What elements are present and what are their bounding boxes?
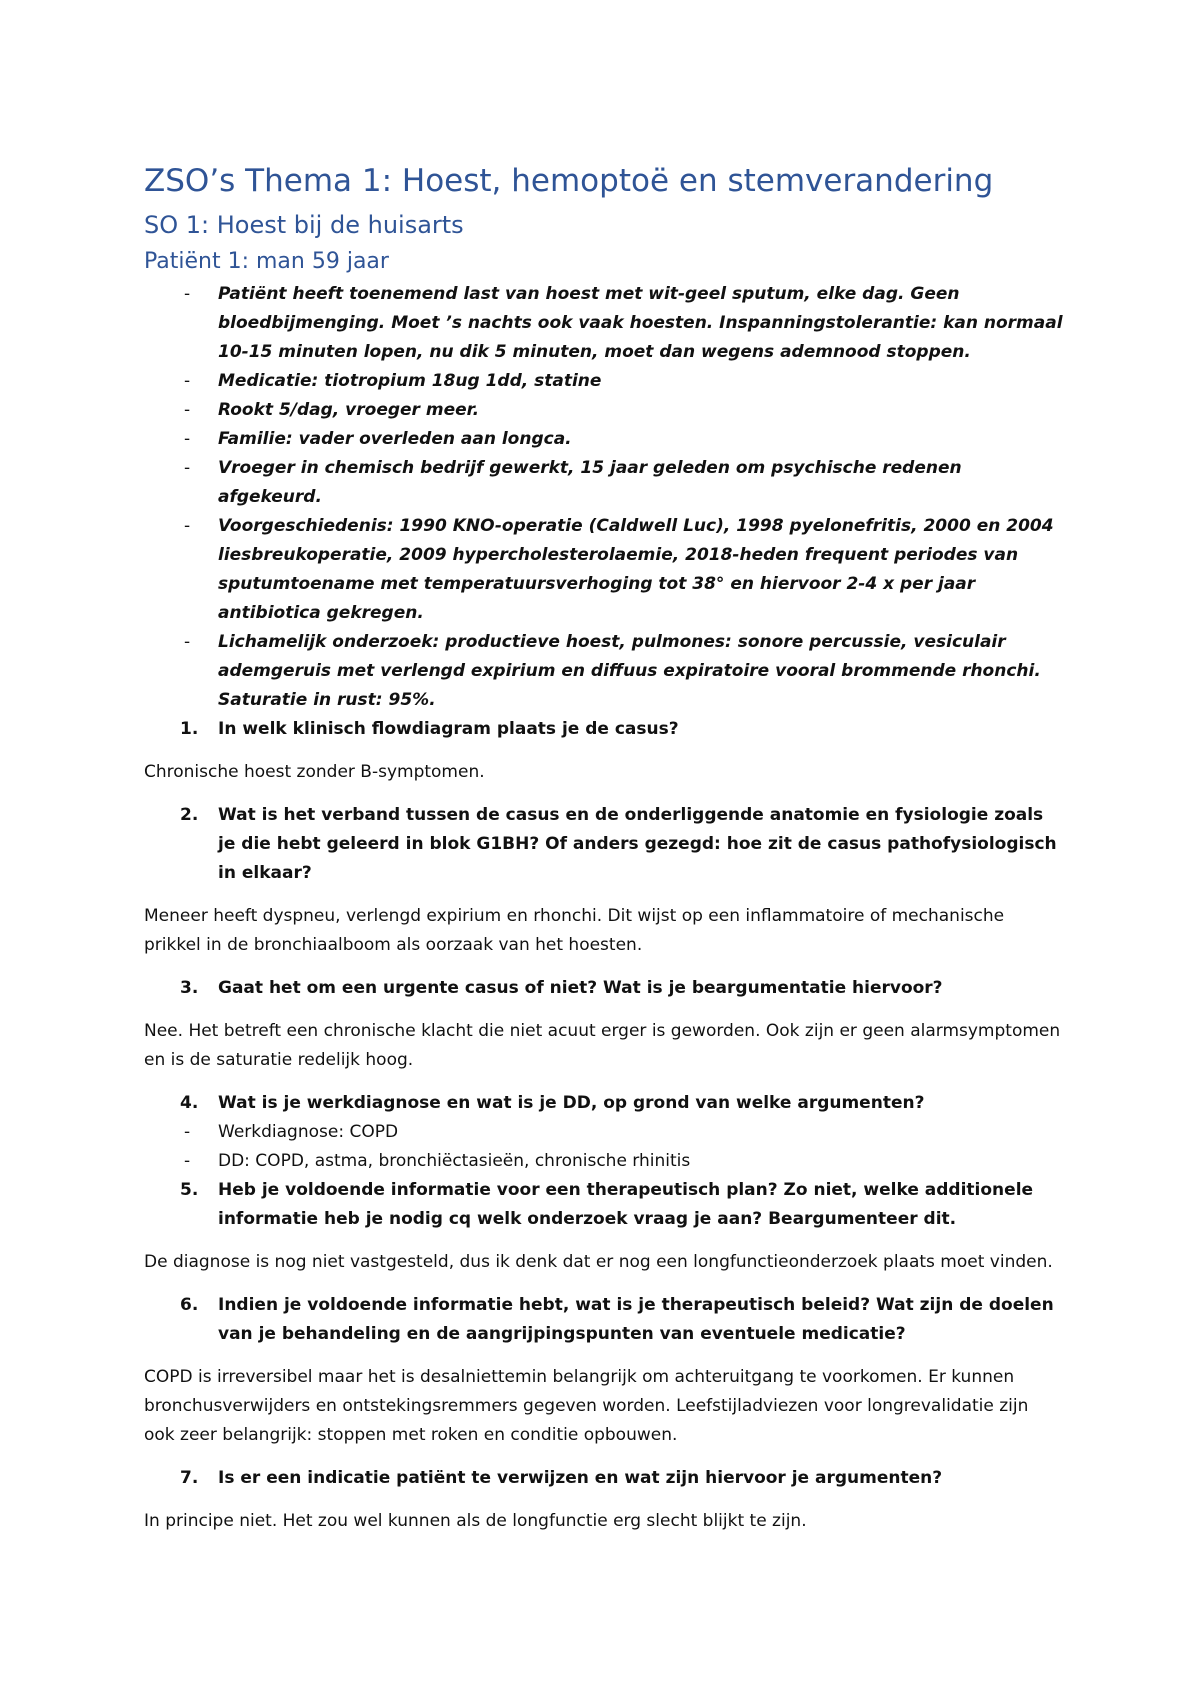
case-item-text: Lichamelijk onderzoek: productieve hoest, pulmones: sonore percussie, vesiculair ademgeruis met verlengd expirium en diffuus expiratoire vooral brommende rhonchi. Saturatie in rust: 95%. xyxy=(218,632,1041,710)
dash-marker: - xyxy=(184,429,191,449)
question-4 xyxy=(144,1089,1064,1118)
question-text: Heb je voldoende informatie voor een therapeutisch plan? Zo niet, welke additionele informatie heb je nodig cq welk onderzoek vraag je aan? Beargumenteer dit. xyxy=(218,1180,1034,1229)
section-heading: SO 1: Hoest bij de huisarts xyxy=(144,211,464,239)
dash-marker: - xyxy=(184,400,191,420)
diagnosis-text: Werkdiagnose: COPD xyxy=(218,1122,399,1142)
answer-3: Nee. Het betreft een chronische klacht die niet acuut erger is geworden. Ook zijn er geen alarmsymptomen en is de saturatie redelijk hoog. xyxy=(144,1021,1061,1070)
question-text: Wat is het verband tussen de casus en de onderliggende anatomie en fysiologie zoals je die hebt geleerd in blok G1BH? Of anders gezegd: hoe zit de casus pathofysiologisch in elkaar? xyxy=(218,805,1057,883)
case-item-text: Voorgeschiedenis: 1990 KNO-operatie (Caldwell Luc), 1998 pyelonefritis, 2000 en 2004 liesbreukoperatie, 2009 hypercholesterolaemie, 2018-heden frequent periodes van sputumtoename met temperatuursverhoging tot 38° en hiervoor 2-4 x per jaar antibiotica gekregen. xyxy=(218,516,1054,623)
dash-marker: - xyxy=(184,632,191,652)
case-list xyxy=(144,280,1064,715)
case-item-text: Rookt 5/dag, vroeger meer. xyxy=(218,400,480,420)
question-5 xyxy=(144,1176,1064,1234)
case-item xyxy=(144,628,1064,715)
question-text: Is er een indicatie patiënt te verwijzen en wat zijn hiervoor je argumenten? xyxy=(218,1468,943,1488)
case-item xyxy=(144,512,1064,628)
question-7 xyxy=(144,1464,1064,1493)
question-2 xyxy=(144,801,1064,888)
answer-6: COPD is irreversibel maar het is desalniettemin belangrijk om achteruitgang te voorkomen. Er kunnen bronchusverwijders en ontstekingsremmers gegeven worden. Leefstijladviezen voor longrevalidatie zijn ook zeer belangrijk: stoppen met roken en conditie opbouwen. xyxy=(144,1367,1029,1445)
question-number: 7. xyxy=(180,1468,199,1488)
question-number: 5. xyxy=(180,1180,199,1200)
question-1 xyxy=(144,715,1064,744)
question-text: Gaat het om een urgente casus of niet? Wat is je beargumentatie hiervoor? xyxy=(218,978,943,998)
case-item-text: Medicatie: tiotropium 18ug 1dd, statine xyxy=(218,371,602,391)
question-number: 1. xyxy=(180,719,199,739)
case-item-text: Patiënt heeft toenemend last van hoest met wit-geel sputum, elke dag. Geen bloedbijmenging. Moet ’s nachts ook vaak hoesten. Inspanningstolerantie: kan normaal 10-15 minuten lopen, nu dik 5 minuten, moet dan wegens ademnood stoppen. xyxy=(218,284,1063,362)
dash-marker: - xyxy=(184,516,191,536)
question-number: 3. xyxy=(180,978,199,998)
diagnosis-list xyxy=(144,1118,1064,1176)
question-text: Indien je voldoende informatie hebt, wat is je therapeutisch beleid? Wat zijn de doelen van je behandeling en de aangrijpingspunten van eventuele medicatie? xyxy=(218,1295,1054,1344)
answer-5: De diagnose is nog niet vastgesteld, dus ik denk dat er nog een longfunctieonderzoek plaats moet vinden. xyxy=(144,1252,1053,1272)
dash-marker: - xyxy=(184,1151,191,1171)
answer-7: In principe niet. Het zou wel kunnen als de longfunctie erg slecht blijkt te zijn. xyxy=(144,1511,807,1531)
case-item-text: Familie: vader overleden aan longca. xyxy=(218,429,572,449)
diagnosis-item xyxy=(144,1118,1064,1147)
case-item xyxy=(144,454,1064,512)
dash-marker: - xyxy=(184,458,191,478)
diagnosis-text: DD: COPD, astma, bronchiëctasieën, chronische rhinitis xyxy=(218,1151,691,1171)
question-text: In welk klinisch flowdiagram plaats je de casus? xyxy=(218,719,679,739)
dash-marker: - xyxy=(184,371,191,391)
document-title: ZSO’s Thema 1: Hoest, hemoptoë en stemverandering xyxy=(144,163,994,199)
dash-marker: - xyxy=(184,1122,191,1142)
question-6 xyxy=(144,1291,1064,1349)
case-item xyxy=(144,425,1064,454)
diagnosis-item xyxy=(144,1147,1064,1176)
question-3 xyxy=(144,974,1064,1003)
case-item xyxy=(144,367,1064,396)
answer-2: Meneer heeft dyspneu, verlengd expirium en rhonchi. Dit wijst op een inflammatoire of mechanische prikkel in de bronchiaalboom als oorzaak van het hoesten. xyxy=(144,906,1005,955)
patient-heading: Patiënt 1: man 59 jaar xyxy=(144,249,389,274)
question-number: 2. xyxy=(180,805,199,825)
case-item xyxy=(144,396,1064,425)
case-item-text: Vroeger in chemisch bedrijf gewerkt, 15 jaar geleden om psychische redenen afgekeurd. xyxy=(218,458,962,507)
answer-1: Chronische hoest zonder B-symptomen. xyxy=(144,762,485,782)
document-content xyxy=(144,162,1064,1536)
question-number: 4. xyxy=(180,1093,199,1113)
case-item xyxy=(144,280,1064,367)
question-text: Wat is je werkdiagnose en wat is je DD, op grond van welke argumenten? xyxy=(218,1093,925,1113)
dash-marker: - xyxy=(184,284,191,304)
question-number: 6. xyxy=(180,1295,199,1315)
